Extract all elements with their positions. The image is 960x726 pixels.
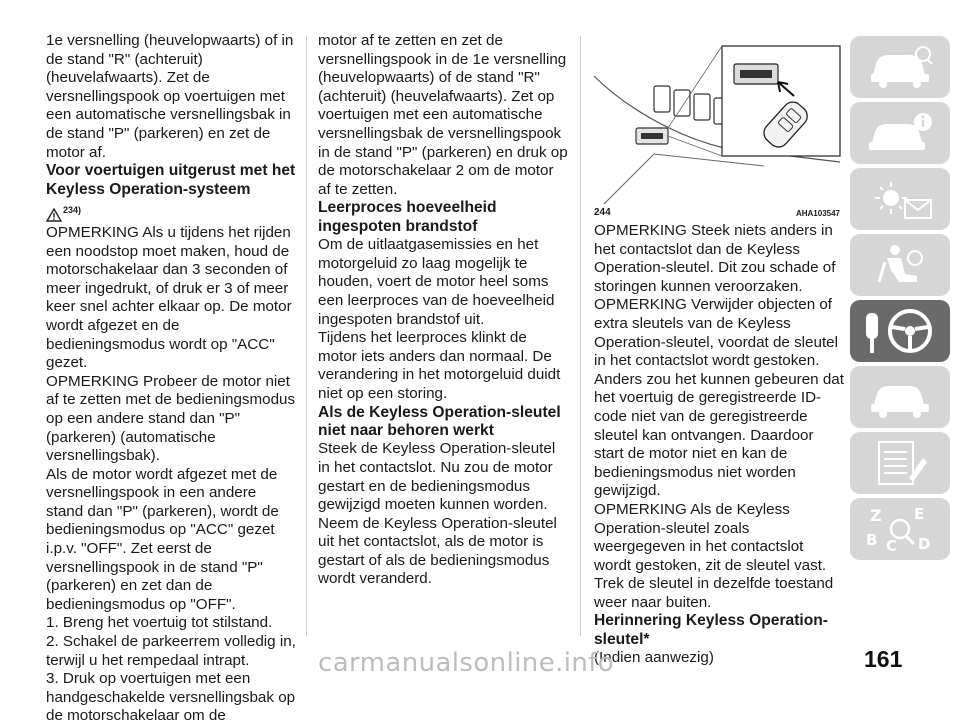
svg-text:C: C	[886, 537, 898, 555]
ignition-key-illustration	[594, 36, 840, 204]
figure-number: 244	[594, 207, 611, 218]
list-item: 1. Breng het voertuig tot stilstand.	[46, 614, 273, 632]
svg-text:D: D	[918, 535, 931, 553]
column-divider	[580, 36, 581, 636]
svg-text:Z: Z	[870, 506, 882, 525]
right-column	[594, 222, 844, 668]
sidebar-tab-maintenance[interactable]	[850, 432, 950, 494]
left-column	[46, 32, 296, 726]
paragraph: OPMERKING Als de Keyless Operation-sleutel zoals weergegeven in het contactslot wordt gestoken, zit de sleutel vast. Trek de sleutel in dezelfde toestand weer naar buiten.	[594, 500, 834, 611]
svg-text:B: B	[866, 531, 878, 549]
car-breakdown-icon	[865, 374, 935, 420]
section-heading: Herinnering Keyless Operation-sleutel*	[594, 612, 828, 648]
warning-ref-number: 234)	[63, 205, 82, 216]
paragraph: motor af te zetten en zet de versnellingspook in de 1e versnelling (heuvelopwaarts) of de stand "R" (achteruit) (heuvelafwaarts). Zet op voertuigen met een automatische versnellingsbak de versnellingspook in de stand "P" (parkeren) en druk op de motorschakelaar 2 om de motor af te zetten.	[318, 32, 568, 198]
watermark: carmanualsonline.info	[318, 648, 615, 678]
figure-ignition-slot	[594, 36, 840, 218]
sidebar-tab-breakdown[interactable]	[850, 366, 950, 428]
paragraph: OPMERKING Steek niets anders in het contactslot dan de Keyless Operation-sleutel. Dit zou schade of storingen kunnen veroorzaken.	[594, 222, 836, 295]
car-info-icon	[865, 44, 935, 90]
warning-lights-icon	[865, 174, 935, 224]
column-divider	[306, 36, 307, 636]
warning-reference	[46, 200, 296, 222]
paragraph: OPMERKING Verwijder objecten of extra sleutels van de Keyless Operation-sleutel, voordat de sleutel in het contactslot wordt gestoken. Anders zou het kunnen gebeuren dat het voertuig de geregistreerde ID-code niet van de geregistreerde sleutel kan ontvangen. Daardoor start de motor niet en kan de bedieningsmodus niet worden gewijzigd.	[594, 296, 844, 500]
svg-text:E: E	[914, 505, 925, 523]
sidebar-tab-starting-driving[interactable]	[850, 300, 950, 362]
paragraph: Om de uitlaatgasemissies en het motorgeluid zo laag mogelijk te houden, voert de motor heel soms een leerproces van de hoeveelheid ingespoten brandstof uit.	[318, 236, 555, 328]
car-i-icon	[865, 110, 935, 156]
figure-code: AHA103547	[795, 209, 840, 218]
middle-column	[318, 32, 568, 589]
paragraph: OPMERKING Als u tijdens het rijden een noodstop moet maken, houd de motorschakelaar dan 3 seconden of meer ingedrukt, of druk er 3 of meer keer snel achter elkaar op. De motor wordt afgezet en de bedieningsmodus wordt op "ACC" gezet.	[46, 223, 292, 372]
paragraph: Neem de Keyless Operation-sleutel uit het contactslot, als de motor is gestart of als de bedieningsmodus wordt veranderd.	[318, 514, 557, 588]
sidebar-tab-car-i[interactable]	[850, 102, 950, 164]
sidebar-tab-airbag[interactable]	[850, 234, 950, 296]
paragraph: 1e versnelling (heuvelopwaarts) of in de stand "R" (achteruit) (heuvelafwaarts). Zet de versnellingspook op voertuigen met een automatische versnellingsbak in de stand "P" (parkeren) en zet de motor af.	[46, 32, 294, 161]
index-letters-icon	[862, 501, 938, 557]
sidebar-tab-warning-lights[interactable]	[850, 168, 950, 230]
paragraph: (Indien aanwezig)	[594, 649, 714, 667]
list-item: 3. Druk op voertuigen met een handgeschakelde versnellingsbak op de motorschakelaar om de	[46, 670, 296, 725]
page-number: 161	[864, 646, 903, 672]
sidebar-tab-index[interactable]	[850, 498, 950, 560]
list-item: 2. Schakel de parkeerrem volledig in, terwijl u het rempedaal intrapt.	[46, 633, 296, 669]
section-heading: Voor voertuigen uitgerust met het Keyless Operation-systeem	[46, 162, 296, 198]
paragraph: Als de motor wordt afgezet met de versnellingspook in een andere stand dan "P" (parkeren), wordt de bedieningsmodus op "ACC" gezet i.p.v. "OFF". Zet eerst de versnellingspook in de stand "P" (parkeren) en zet dan de bedieningsmodus op "OFF".	[46, 465, 279, 613]
section-heading: Leerproces hoeveelheid ingespoten brandstof	[318, 199, 497, 235]
paragraph: Tijdens het leerproces klinkt de motor iets anders dan normaal. De verandering in het motorgeluid duidt niet op een storing.	[318, 329, 561, 402]
key-steering-wheel-icon	[860, 303, 940, 359]
section-heading: Als de Keyless Operation-sleutel niet naar behoren werkt	[318, 403, 561, 439]
sidebar-tab-car-info[interactable]	[850, 36, 950, 98]
warning-triangle-icon	[46, 208, 62, 222]
maintenance-list-icon	[865, 438, 935, 488]
paragraph: Steek de Keyless Operation-sleutel in het contactslot. Nu zou de motor gestart en de bedieningsmodus gewijzigd moeten kunnen worden.	[318, 440, 556, 514]
paragraph: OPMERKING Probeer de motor niet af te zetten met de bedieningsmodus op een andere stand dan "P" (parkeren) (automatische versnellingsbak).	[46, 372, 296, 465]
airbag-seat-icon	[865, 240, 935, 290]
